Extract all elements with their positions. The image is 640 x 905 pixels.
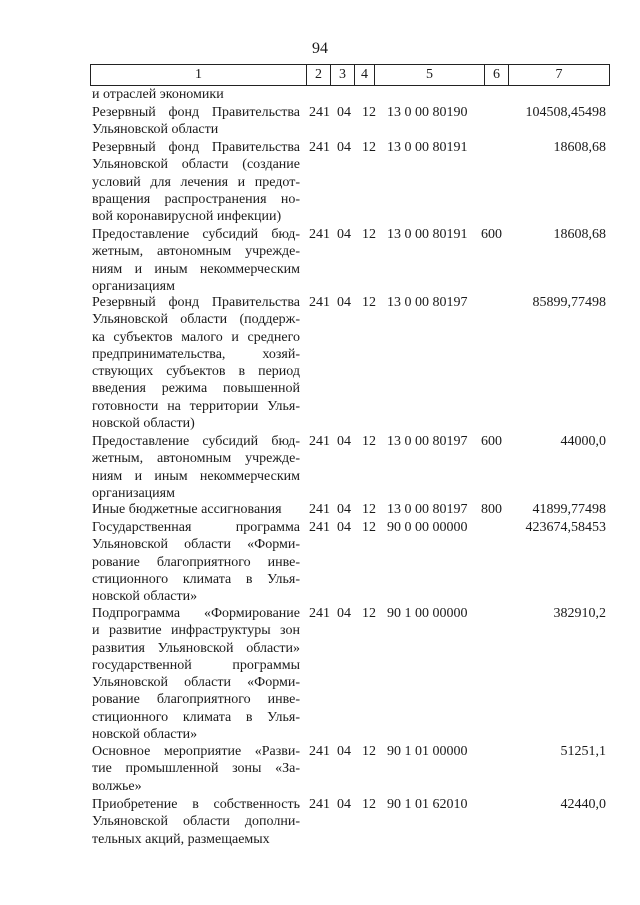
row-name-line: Резервный фонд Правительства [92,140,300,155]
row-name-line: Ульяновской области «Форми- [92,537,300,553]
row-name-line: предпринимательства, хозяй- [92,346,300,362]
row-cell-c4: 12 [362,520,376,535]
row-name-line: тельных акций, размещаемых [92,831,270,847]
row-cell-c5: 13 0 00 80191 [387,227,468,242]
table-header-row [90,64,610,86]
header-col-6: 6 [485,65,509,85]
row-cell-c7: 41899,77498 [532,502,606,517]
header-col-2: 2 [307,65,331,85]
header-col-4: 4 [355,65,375,85]
row-cell-c5: 90 1 00 00000 [387,606,468,621]
row-cell-c3: 04 [337,502,351,517]
row-name-line: государственной программы [92,657,300,673]
row-cell-c7: 18608,68 [553,227,606,242]
row-name-cell [92,86,300,103]
row-name-line: развития Ульяновской области» [92,640,300,656]
row-name-cell [92,743,300,795]
row-cell-c7: 51251,1 [560,744,606,759]
page-number: 94 [312,40,328,57]
row-name-cell [92,796,300,848]
row-name-line: ка субъектов малого и среднего [92,329,300,345]
row-cell-c2: 241 [309,797,330,812]
row-name-line: Ульяновской области (поддерж- [92,312,300,328]
row-name-line: жетным, автономным учрежде- [92,451,300,467]
row-cell-c4: 12 [362,227,376,242]
row-cell-c4: 12 [362,502,376,517]
row-cell-c3: 04 [337,140,351,155]
row-name-line: Резервный фонд Правительства [92,105,300,120]
row-name-line: введения режима повышенной [92,381,300,397]
row-cell-c2: 241 [309,606,330,621]
row-cell-c5: 13 0 00 80191 [387,140,468,155]
row-cell-c2: 241 [309,744,330,759]
header-col-5: 5 [375,65,485,85]
row-name-line: Предоставление субсидий бюд- [92,434,300,449]
row-cell-c4: 12 [362,797,376,812]
row-name-cell [92,501,300,518]
row-name-line: организациям [92,485,175,501]
row-name-line: новской области» [92,727,198,743]
row-cell-c3: 04 [337,606,351,621]
row-name-cell [92,433,300,502]
row-name-line: Государственная программа [92,520,300,535]
row-name-line: ствующих субъектов в период [92,364,300,380]
row-cell-c5: 90 1 01 00000 [387,744,468,759]
row-cell-c2: 241 [309,520,330,535]
row-name-line: вой коронавирусной инфекции) [92,209,282,225]
header-col-1: 1 [91,65,307,85]
row-cell-c7: 382910,2 [553,606,606,621]
row-name-line: Приобретение в собственность [92,797,300,812]
row-name-cell [92,139,300,225]
row-name-line: тие промышленной зоны «За- [92,761,300,777]
row-cell-c4: 12 [362,744,376,759]
row-cell-c3: 04 [337,105,351,120]
row-cell-c4: 12 [362,105,376,120]
row-cell-c2: 241 [309,105,330,120]
row-name-line: стиционного климата в Улья- [92,709,300,725]
row-cell-c3: 04 [337,295,351,310]
row-cell-c7: 104508,45498 [525,105,606,120]
row-name-line: Основное мероприятие «Разви- [92,744,300,759]
row-name-line: ниям и иным некоммерческим [92,261,300,277]
row-cell-c6: 600 [481,434,502,449]
row-cell-c3: 04 [337,744,351,759]
row-cell-c6: 600 [481,227,502,242]
row-name-line: организациям [92,278,175,294]
row-cell-c5: 13 0 00 80197 [387,434,468,449]
row-cell-c7: 423674,58453 [525,520,606,535]
row-name-cell [92,226,300,295]
row-cell-c4: 12 [362,606,376,621]
row-name-line: ниям и иным некоммерческим [92,468,300,484]
row-name-line: и развитие инфраструктуры зон [92,623,300,639]
row-cell-c5: 13 0 00 80197 [387,295,468,310]
row-cell-c5: 13 0 00 80190 [387,105,468,120]
row-cell-c3: 04 [337,434,351,449]
row-cell-c2: 241 [309,227,330,242]
row-name-line: Резервный фонд Правительства [92,295,300,310]
row-name-line: рование благоприятного инве- [92,554,300,570]
row-cell-c7: 85899,77498 [532,295,606,310]
row-name-line: условий для лечения и предот- [92,174,300,190]
row-name-line: готовности на территории Улья- [92,398,300,414]
row-cell-c2: 241 [309,502,330,517]
row-cell-c3: 04 [337,797,351,812]
row-name-cell [92,605,300,743]
row-cell-c4: 12 [362,434,376,449]
row-cell-c5: 90 1 01 62010 [387,797,468,812]
row-name-line: вращения распространения но- [92,191,300,207]
row-cell-c3: 04 [337,520,351,535]
row-cell-c6: 800 [481,502,502,517]
row-name-line: и отраслей экономики [92,87,224,102]
row-cell-c7: 42440,0 [560,797,606,812]
row-cell-c7: 18608,68 [553,140,606,155]
row-name-line: Ульяновской области «Форми- [92,675,300,691]
row-cell-c2: 241 [309,434,330,449]
row-name-line: волжье» [92,778,142,794]
row-cell-c5: 90 0 00 00000 [387,520,468,535]
row-name-line: Предоставление субсидий бюд- [92,227,300,242]
row-name-line: жетным, автономным учрежде- [92,244,300,260]
row-name-line: новской области» [92,589,198,605]
row-name-line: новской области) [92,416,195,432]
row-cell-c4: 12 [362,140,376,155]
row-name-line: Ульяновской области [92,122,219,138]
row-cell-c4: 12 [362,295,376,310]
row-cell-c2: 241 [309,140,330,155]
row-cell-c2: 241 [309,295,330,310]
row-name-line: Подпрограмма «Формирование [92,606,300,621]
row-name-line: стиционного климата в Улья- [92,571,300,587]
row-name-cell [92,104,300,139]
row-name-cell [92,519,300,605]
row-name-line: Иные бюджетные ассигнования [92,502,282,517]
header-col-7: 7 [555,67,563,82]
row-cell-c7: 44000,0 [560,434,606,449]
row-cell-c3: 04 [337,227,351,242]
row-cell-c5: 13 0 00 80197 [387,502,468,517]
header-col-3: 3 [331,65,355,85]
row-name-line: Ульяновской области (создание [92,157,300,173]
row-name-cell [92,294,300,432]
row-name-line: рование благоприятного инве- [92,692,300,708]
row-name-line: Ульяновской области дополни- [92,814,300,830]
